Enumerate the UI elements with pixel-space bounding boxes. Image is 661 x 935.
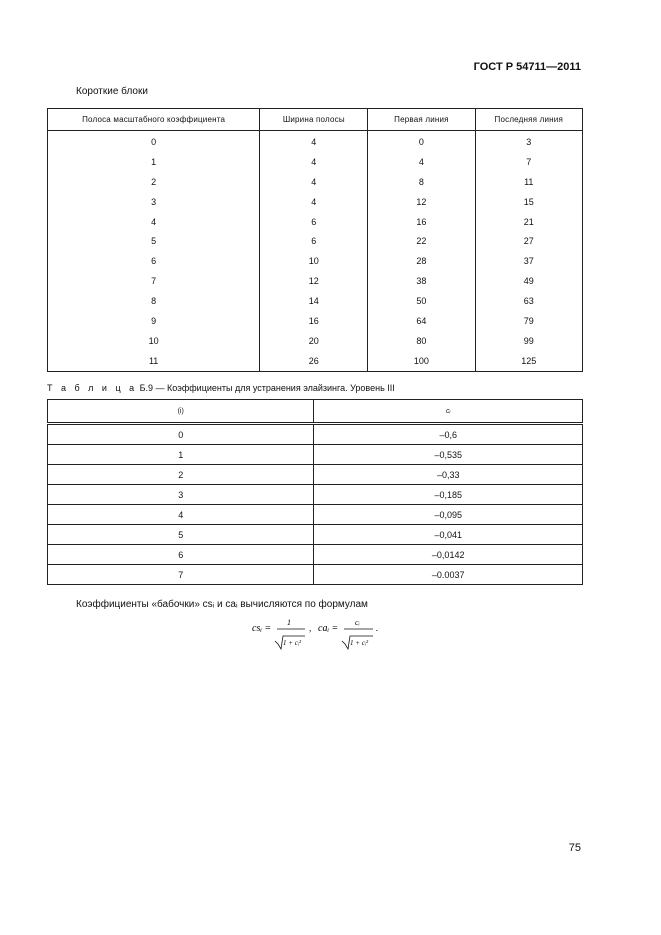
formula-intro: Коэффициенты «бабочки» csᵢ и caᵢ вычисляются по формулам	[76, 599, 368, 610]
table-row	[48, 192, 583, 212]
column-header: Ширина полосы	[260, 109, 368, 131]
table-cell: 14	[260, 291, 368, 311]
table-cell: 16	[260, 311, 368, 331]
table-cell: 125	[475, 351, 583, 371]
table-cell: 63	[475, 291, 583, 311]
table-cell: 100	[368, 351, 475, 371]
caption-text: Б.9 — Коэффициенты для устранения элайзинга. Уровень III	[137, 383, 395, 393]
table-cell: 2	[48, 172, 260, 192]
table-cell: 5	[48, 231, 260, 251]
table-cell: –0.0037	[314, 565, 583, 585]
table-row	[48, 291, 583, 311]
section-label: Короткие блоки	[76, 86, 148, 97]
table-row	[48, 152, 583, 172]
table-cell: 22	[368, 231, 475, 251]
table-cell: 38	[368, 271, 475, 291]
table-cell: 79	[475, 311, 583, 331]
table-cell: 16	[368, 212, 475, 232]
table-cell: 6	[48, 251, 260, 271]
table-cell: 10	[260, 251, 368, 271]
document-id: ГОСТ Р 54711—2011	[473, 61, 581, 73]
table-row	[48, 172, 583, 192]
table-cell: 20	[260, 331, 368, 351]
table-cell: 5	[48, 525, 314, 545]
table-cell: –0,185	[314, 485, 583, 505]
table-cell: 26	[260, 351, 368, 371]
table-row	[48, 351, 583, 371]
table-cell: 11	[48, 351, 260, 371]
cs-numerator: 1	[287, 618, 291, 627]
table-cell: 3	[48, 485, 314, 505]
table-row	[48, 565, 583, 585]
table-cell: 4	[368, 152, 475, 172]
table-cell: 4	[260, 172, 368, 192]
table-cell: 8	[368, 172, 475, 192]
table-cell: 80	[368, 331, 475, 351]
table-row	[48, 485, 583, 505]
table-cell: –0,33	[314, 465, 583, 485]
terminator: .	[376, 623, 379, 633]
formula-graphic	[252, 617, 412, 657]
table-cell: 27	[475, 231, 583, 251]
table-row	[48, 231, 583, 251]
aliasing-coefficients-table	[47, 399, 583, 585]
page-number: 75	[568, 842, 581, 854]
column-header: Первая линия	[368, 109, 475, 131]
table-cell: 99	[475, 331, 583, 351]
table-cell: 1	[48, 152, 260, 172]
table-cell: 64	[368, 311, 475, 331]
table-row	[48, 445, 583, 465]
separator: ,	[309, 623, 312, 633]
table-cell: –0,6	[314, 424, 583, 445]
table-header-row	[48, 400, 583, 424]
table-cell: 4	[48, 505, 314, 525]
table-cell: 6	[260, 231, 368, 251]
table-row	[48, 331, 583, 351]
table-cell: –0,0142	[314, 545, 583, 565]
table-cell: 9	[48, 311, 260, 331]
table-cell: 6	[48, 545, 314, 565]
table-cell: –0,535	[314, 445, 583, 465]
table-cell: 50	[368, 291, 475, 311]
table-cell: 0	[48, 424, 314, 445]
table-cell: 1	[48, 445, 314, 465]
ca-radicand: 1 + cᵢ²	[350, 639, 369, 647]
table-cell: 8	[48, 291, 260, 311]
table-cell: 12	[260, 271, 368, 291]
short-blocks-table	[47, 108, 583, 372]
table-cell: 4	[260, 152, 368, 172]
table-cell: 3	[475, 131, 583, 152]
table-cell: 6	[260, 212, 368, 232]
table-cell: 11	[475, 172, 583, 192]
table-cell: 49	[475, 271, 583, 291]
table-row	[48, 311, 583, 331]
column-header: Полоса масштабного коэффициента	[48, 109, 260, 131]
ca-lhs: caᵢ =	[318, 623, 339, 634]
table-cell: 0	[368, 131, 475, 152]
table-cell: 3	[48, 192, 260, 212]
table-cell: 37	[475, 251, 583, 271]
table-caption	[47, 383, 395, 393]
table-cell: 4	[260, 192, 368, 212]
table-cell: 0	[48, 131, 260, 152]
cs-lhs: csᵢ =	[252, 623, 272, 634]
table-cell: –0,041	[314, 525, 583, 545]
column-header: (i)	[48, 400, 314, 424]
table-row	[48, 465, 583, 485]
table-cell: 7	[48, 565, 314, 585]
table-row	[48, 525, 583, 545]
table-cell: 7	[475, 152, 583, 172]
table-cell: 21	[475, 212, 583, 232]
table-cell: 12	[368, 192, 475, 212]
table-cell: 28	[368, 251, 475, 271]
table-cell: 10	[48, 331, 260, 351]
table-header-row	[48, 109, 583, 131]
column-header: cᵢ	[314, 400, 583, 424]
table-cell: 7	[48, 271, 260, 291]
table-row	[48, 251, 583, 271]
table-row	[48, 212, 583, 232]
table-cell: –0,095	[314, 505, 583, 525]
table-cell: 15	[475, 192, 583, 212]
column-header: Последняя линия	[475, 109, 583, 131]
table-cell: 2	[48, 465, 314, 485]
table-row	[48, 131, 583, 152]
table-row	[48, 424, 583, 445]
butterfly-formula	[252, 617, 412, 657]
table-row	[48, 545, 583, 565]
table-cell: 4	[260, 131, 368, 152]
caption-prefix: Т а б л и ц а	[47, 383, 138, 393]
cs-radicand: 1 + cᵢ²	[283, 639, 302, 647]
table-row	[48, 505, 583, 525]
ca-numerator: cᵢ	[355, 618, 360, 627]
table-row	[48, 271, 583, 291]
table-cell: 4	[48, 212, 260, 232]
